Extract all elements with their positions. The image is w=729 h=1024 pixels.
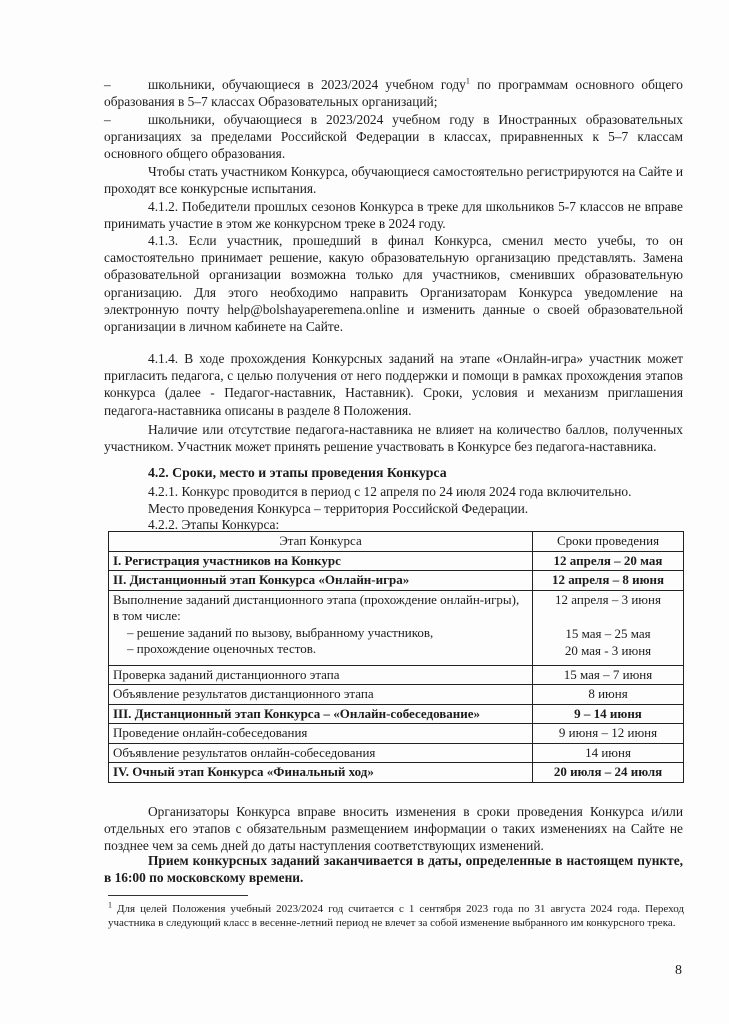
bullet-text-cont: по программам основного общего образования в 5–7 классах Образовательных организаций;	[104, 77, 684, 110]
dates-cell: 12 апреля – 8 июня	[533, 571, 684, 591]
footnote-divider	[108, 895, 248, 896]
dates-line: 12 апреля – 3 июня	[555, 591, 661, 607]
dates-cell: 9 – 14 июня	[533, 704, 684, 724]
table-row	[109, 724, 684, 744]
stage-cell: Проведение онлайн-собеседования	[109, 724, 533, 744]
bullet-text: школьники, обучающиеся в 2023/2024 учебном году в Иностранных образовательных организациях за пределами Российской Федерации в классах, приравненных к 5–7 классам основного общего образования.	[104, 112, 683, 162]
dash-marker: –	[104, 112, 111, 127]
dates-cell	[533, 590, 684, 665]
dates-cell: 12 апреля – 20 мая	[533, 551, 684, 571]
table-row	[109, 590, 684, 665]
dates-cell: 20 июля – 24 июля	[533, 763, 684, 783]
stage-cell: IV. Очный этап Конкурса «Финальный ход»	[109, 763, 533, 783]
table-row	[109, 763, 684, 783]
paragraph-deadline: Прием конкурсных заданий заканчивается в даты, определенные в настоящем пункте, в 16:00 по московскому времени.	[104, 853, 683, 886]
stage-cell: II. Дистанционный этап Конкурса «Онлайн-игра»	[109, 571, 533, 591]
stages-table	[108, 531, 684, 783]
dates-cell: 15 мая – 7 июня	[533, 665, 684, 685]
footnote-mark: 1	[108, 900, 112, 910]
list-item: – прохождение оценочных тестов.	[127, 641, 317, 656]
footnote-text: Для целей Положения учебный 2023/2024 год считается с 1 сентября 2023 года по 31 августа 2024 года. Переход участника в следующий класс в весенне-летний период не влечет за собой изменение выбранного им конкурсного трека.	[108, 903, 685, 929]
page-number: 8	[675, 963, 682, 978]
dash-marker: –	[104, 77, 111, 92]
paragraph-4-2-2: 4.2.2. Этапы Конкурса:	[148, 517, 280, 532]
dates-cell: 9 июня – 12 июня	[533, 724, 684, 744]
paragraph-4-1-2: 4.1.2. Победители прошлых сезонов Конкурса в треке для школьников 5-7 классов не вправе принимать участие в этом же конкурсном треке в 2024 году.	[104, 199, 683, 232]
paragraph-place: Место проведения Конкурса – территория Российской Федерации.	[148, 501, 529, 516]
paragraph-4-2-1: 4.2.1. Конкурс проводится в период с 12 апреля по 24 июля 2024 года включительно.	[148, 484, 632, 499]
table-row	[109, 665, 684, 685]
list-item: – решение заданий по вызову, выбранному участников,	[127, 624, 434, 640]
footnote	[108, 902, 684, 930]
header-dates: Сроки проведения	[533, 532, 684, 552]
stage-text: Выполнение заданий дистанционного этапа (прохождение онлайн-игры), в том числе:	[113, 591, 520, 623]
paragraph-changes: Организаторы Конкурса вправе вносить изменения в сроки проведения Конкурса и/или отдельных его этапов с обязательным размещением информации о таких изменениях на Сайте не позднее чем за семь дней до даты наступления соответствующих изменений.	[104, 804, 683, 854]
table-row	[109, 571, 684, 591]
dates-cell: 14 июня	[533, 743, 684, 763]
bullet-item-2	[104, 111, 683, 163]
table-header-row	[109, 532, 684, 552]
table-row	[109, 685, 684, 705]
paragraph-mentor: Наличие или отсутствие педагога-наставника не влияет на количество баллов, полученных участником. Участник может принять решение участвовать в Конкурсе без педагога-наставника.	[104, 422, 683, 455]
bullet-text: школьники, обучающиеся в 2023/2024 учебном году	[148, 77, 466, 92]
table-row	[109, 704, 684, 724]
footnote-ref[interactable]: 1	[465, 76, 470, 86]
bullet-item-1	[104, 76, 683, 110]
table-row	[109, 551, 684, 571]
stage-cell: Объявление результатов дистанционного этапа	[109, 685, 533, 705]
paragraph-4-1-4: 4.1.4. В ходе прохождения Конкурсных заданий на этапе «Онлайн-игра» участник может пригласить педагога, с целью получения от него поддержки и помощи в рамках прохождения этапов конкурса (далее - Педагог-наставник, Наставник). Сроки, условия и механизм приглашения педагога-наставника описаны в разделе 8 Положения.	[104, 351, 683, 418]
paragraph-register: Чтобы стать участником Конкурса, обучающиеся самостоятельно регистрируются на Сайте и проходят все конкурсные испытания.	[104, 164, 683, 197]
stage-cell	[109, 590, 533, 665]
section-title: 4.2. Сроки, место и этапы проведения Конкурса	[148, 465, 447, 480]
stage-cell: Проверка заданий дистанционного этапа	[109, 665, 533, 685]
header-stage: Этап Конкурса	[109, 532, 533, 552]
dates-cell: 8 июня	[533, 685, 684, 705]
paragraph-4-1-3: 4.1.3. Если участник, прошедший в финал Конкурса, сменил место учебы, то он самостоятельно принимает решение, какую образовательную организацию представлять. Замена образовательной организации возможна только для участников, сменивших образовательную организацию. Для этого необходимо направить Организаторам Конкурса уведомление на электронную почту help@bolshayaperemena.online и изменить данные о своей образовательной организации в личном кабинете на Сайте.	[104, 233, 683, 335]
dates-line: 20 мая - 3 июня	[564, 642, 652, 658]
dates-line: 15 мая – 25 мая	[565, 626, 651, 641]
stage-cell: I. Регистрация участников на Конкурс	[109, 551, 533, 571]
table-row	[109, 743, 684, 763]
stage-cell: III. Дистанционный этап Конкурса – «Онлайн-собеседование»	[109, 704, 533, 724]
stage-cell: Объявление результатов онлайн-собеседования	[109, 743, 533, 763]
